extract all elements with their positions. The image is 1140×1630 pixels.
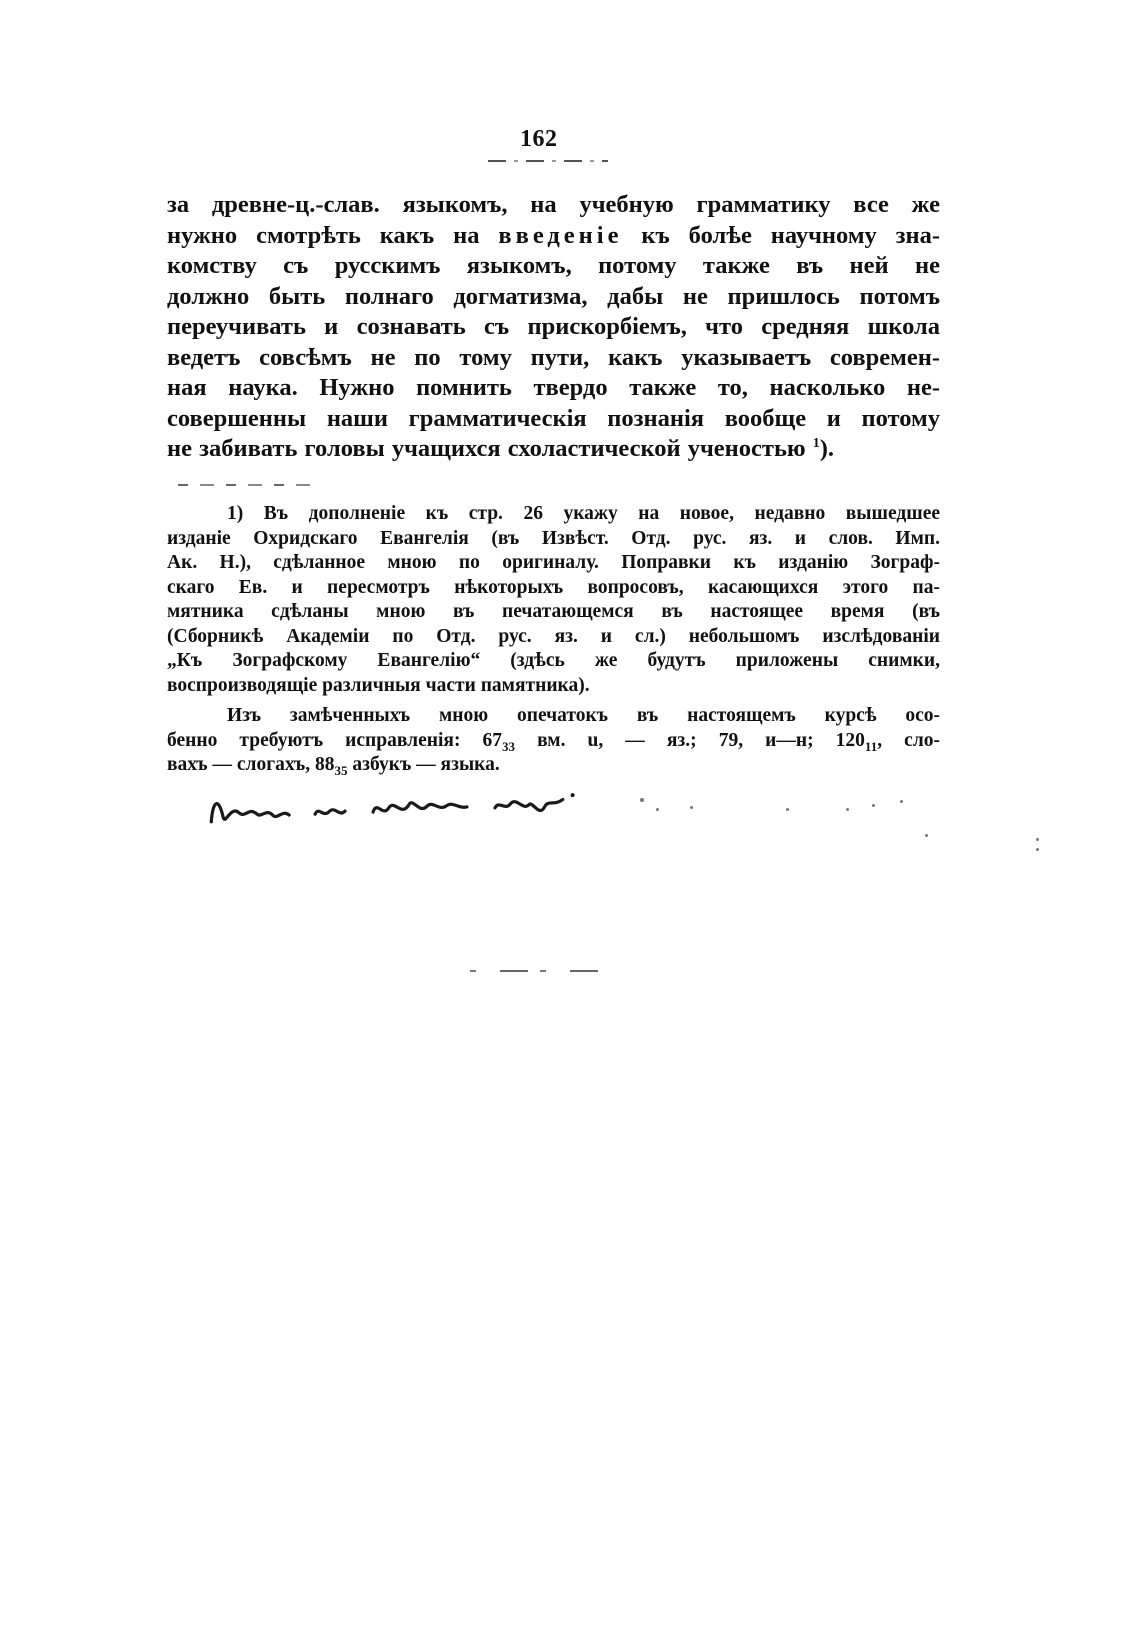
body-line: нужно смотрѣть какъ на введеніе къ болѣе научному зна- (167, 221, 940, 249)
subscript-number: 33 (502, 738, 516, 753)
subscript-number: 35 (334, 762, 348, 778)
ink-speck (690, 806, 693, 809)
ink-speck (846, 808, 849, 811)
page-number: 162 (520, 126, 558, 152)
footnote-line: Изъ замѣченныхъ мною опечатокъ въ настоящемъ курсѣ осо- (227, 705, 940, 726)
footnote-line: изданіе Охридскаго Евангелія (въ Извѣст. Отд. рус. яз. и слов. Имп. (167, 527, 940, 549)
body-line: переучивать и сознавать съ прискорбіемъ, что средняя школа (167, 313, 940, 340)
ink-speck (1036, 838, 1039, 841)
ink-speck (900, 800, 903, 803)
ink-speck (1036, 848, 1039, 851)
header-rule (488, 160, 608, 162)
handwritten-annotation (204, 773, 625, 838)
footnote-line: „Къ Зографскому Евангелію“ (здѣсь же будутъ приложены снимки, (167, 650, 940, 671)
footnote-line: 1) Въ дополненіе къ стр. 26 укажу на новое, недавно вышедшее (227, 503, 940, 524)
footnote-line: скаго Ев. и пересмотръ нѣкоторыхъ вопросовъ, касающихся этого па- (167, 576, 940, 598)
emphasized-term: введеніе (498, 221, 623, 249)
footnote-marker: 1 (812, 435, 820, 451)
main-text (167, 190, 940, 465)
ink-speck (786, 808, 789, 811)
body-line: комству съ русскимъ языкомъ, потому также въ ней не (167, 252, 940, 279)
body-line: за древне-ц.-слав. языкомъ, на учебную грамматику все же (167, 191, 940, 218)
subscript-number: 11 (864, 738, 878, 753)
footnotes (167, 502, 940, 778)
body-line: ная наука. Нужно помнить твердо также то, насколько не- (167, 374, 940, 401)
footnote-separator (178, 484, 313, 486)
ink-speck (872, 804, 875, 807)
ink-speck (656, 808, 659, 811)
footnote-line: Ак. Н.), сдѣланное мною по оригиналу. Поправки къ изданію Зограф- (167, 552, 940, 573)
body-line: ведетъ совсѣмъ не по тому пути, какъ указываетъ современ- (167, 343, 940, 371)
ink-speck (640, 798, 644, 802)
footnote-line: вахъ — слогахъ, $88_{35}$ азбукъ — языка. (167, 754, 500, 778)
footnote-line: мятника сдѣланы мною въ печатающемся въ настоящее время (въ (167, 601, 940, 622)
body-line: совершенны наши грамматическія познанія вообще и потому (167, 404, 940, 432)
footnote-line: (Сборникѣ Академіи по Отд. рус. яз. и сл.) небольшомъ изслѣдованіи (167, 625, 940, 647)
footnote-line: воспроизводящіе различныя части памятника). (167, 674, 590, 696)
ink-speck (925, 834, 928, 837)
bottom-rule (470, 970, 610, 972)
footnote-line: бенно требуютъ исправленія: $67_{33}$ вм. u, — яз.; 79, и—н; $120_{11}$, сло- (167, 729, 940, 753)
body-line: не забивать головы учащихся схоластической ученостью $^1$). (167, 435, 835, 462)
body-line: должно быть полнаго догматизма, дабы не пришлось потомъ (167, 282, 940, 310)
